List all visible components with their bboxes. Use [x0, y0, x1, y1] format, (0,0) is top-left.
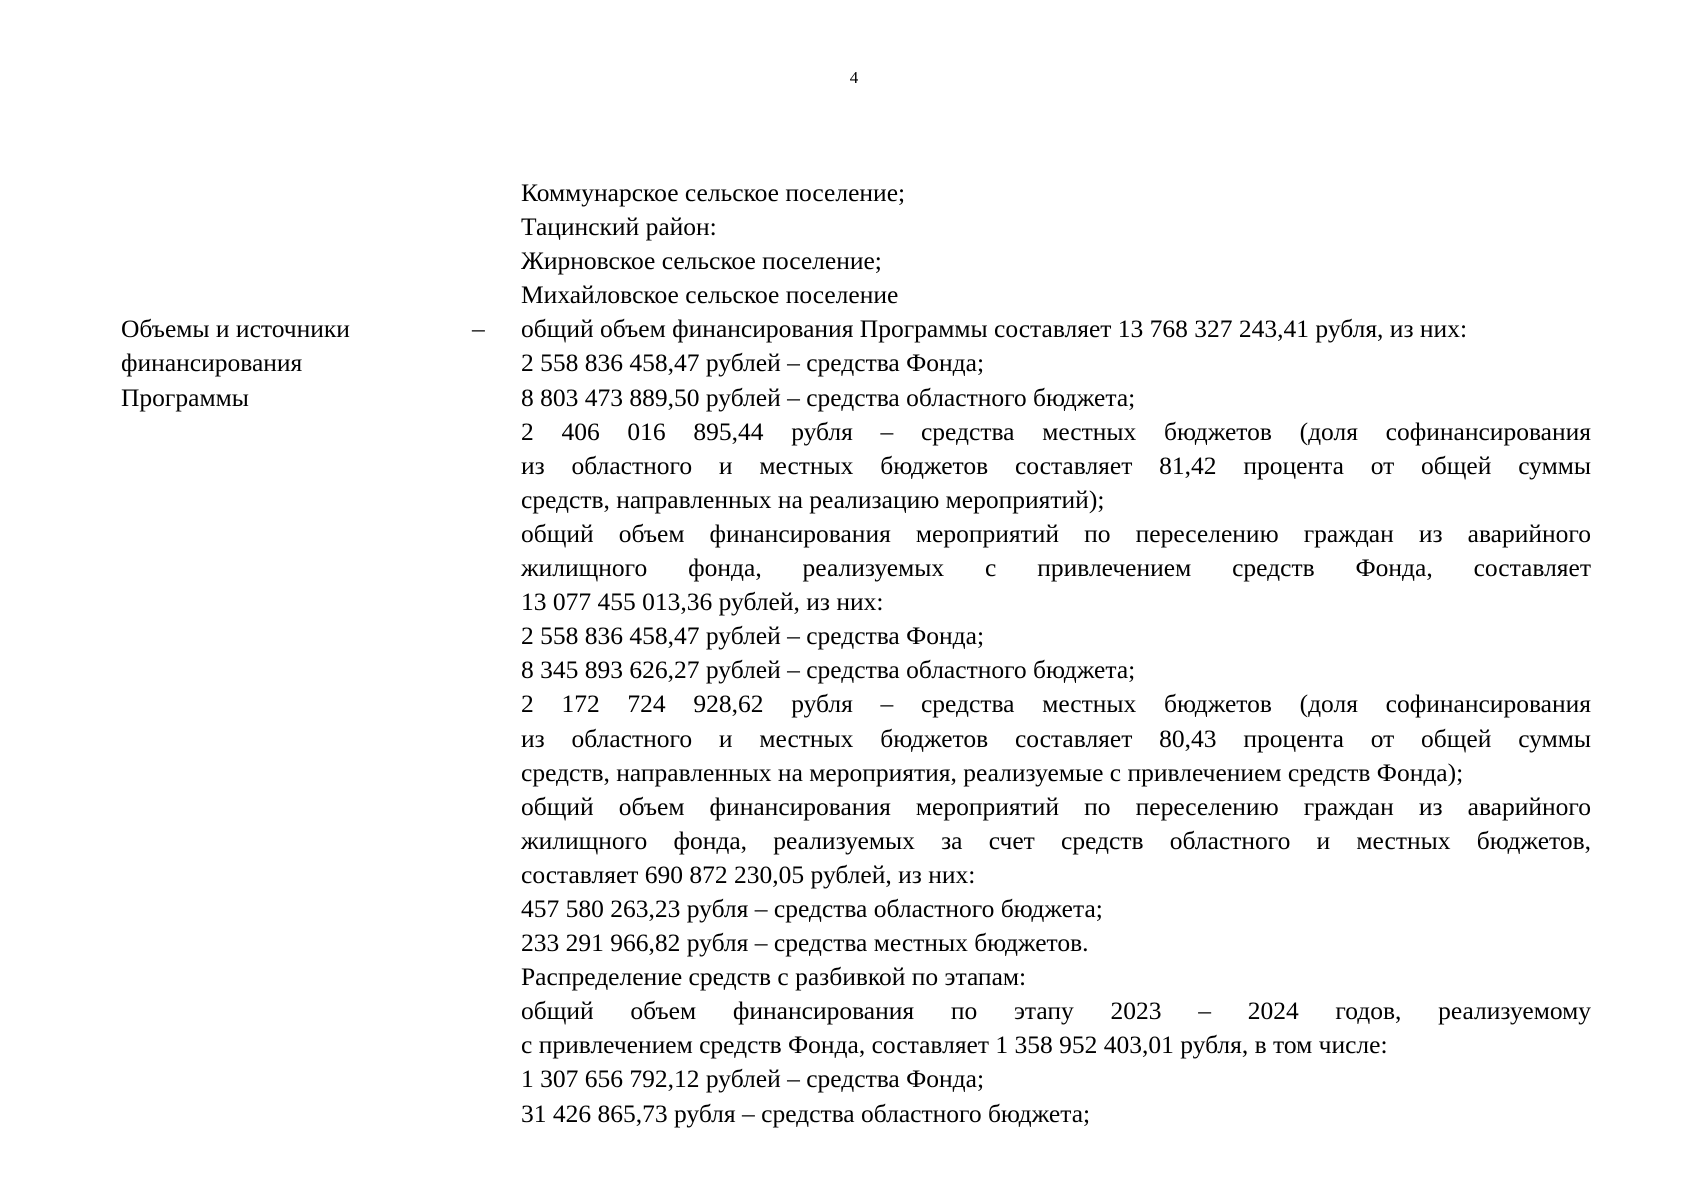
financing-line: средств, направленных на реализацию мероприятий); [521, 484, 1105, 514]
financing-line: общий объем финансирования по этапу 2023 – 2024 годов, реализуемому [521, 996, 1591, 1026]
financing-line: 457 580 263,23 рубля – средства областного бюджета; [521, 893, 1103, 923]
settlement-line: Тацинский район: [521, 212, 717, 242]
financing-line: 13 077 455 013,36 рублей, из них: [521, 587, 884, 617]
financing-line: общий объем финансирования мероприятий по переселению граждан из аварийного [521, 518, 1591, 548]
financing-line: жилищного фонда, реализуемых за счет средств областного и местных бюджетов, [521, 825, 1591, 855]
financing-label-line: Объемы и источники [121, 314, 350, 344]
settlement-line: Жирновское сельское поселение; [521, 246, 882, 276]
settlement-line: Михайловское сельское поселение [521, 280, 899, 310]
financing-line: 233 291 966,82 рубля – средства местных бюджетов. [521, 928, 1089, 958]
financing-details [521, 312, 1591, 1130]
financing-line: составляет 690 872 230,05 рублей, из них: [521, 859, 976, 889]
financing-label [121, 312, 472, 414]
financing-line: 2 558 836 458,47 рублей – средства Фонда; [521, 348, 985, 378]
financing-line: средств, направленных на мероприятия, реализуемые с привлечением средств Фонда); [521, 757, 1464, 787]
financing-line: 8 803 473 889,50 рублей – средства областного бюджета; [521, 382, 1136, 412]
financing-line: с привлечением средств Фонда, составляет 1 358 952 403,01 рубля, в том числе: [521, 1030, 1388, 1060]
financing-line: 31 426 865,73 рубля – средства областного бюджета; [521, 1098, 1091, 1128]
financing-line: жилищного фонда, реализуемых с привлечением средств Фонда, составляет [521, 553, 1591, 583]
financing-label-line: Программы [121, 382, 249, 412]
financing-label-line: финансирования [121, 348, 303, 378]
financing-line: Распределение средств с разбивкой по этапам: [521, 962, 1027, 992]
financing-line: из областного и местных бюджетов составляет 81,42 процента от общей суммы [521, 450, 1591, 480]
financing-line: общий объем финансирования мероприятий по переселению граждан из аварийного [521, 791, 1591, 821]
settlement-line: Коммунарское сельское поселение; [521, 178, 906, 207]
financing-line: 1 307 656 792,12 рублей – средства Фонда; [521, 1064, 985, 1094]
document-body [121, 176, 1591, 1131]
settlements-list [521, 176, 1591, 312]
financing-line: 2 558 836 458,47 рублей – средства Фонда; [521, 621, 985, 651]
financing-line: общий объем финансирования Программы составляет 13 768 327 243,41 рубля, из них: [521, 314, 1468, 344]
page-number: 4 [849, 68, 859, 87]
financing-line: 2 406 016 895,44 рубля – средства местных бюджетов (доля софинансирования [521, 416, 1591, 446]
financing-row [121, 312, 1591, 1130]
financing-line: 8 345 893 626,27 рублей – средства областного бюджета; [521, 655, 1136, 685]
financing-line: из областного и местных бюджетов составляет 80,43 процента от общей суммы [521, 723, 1591, 753]
financing-dash: – [472, 314, 485, 344]
financing-line: 2 172 724 928,62 рубля – средства местных бюджетов (доля софинансирования [521, 689, 1591, 719]
